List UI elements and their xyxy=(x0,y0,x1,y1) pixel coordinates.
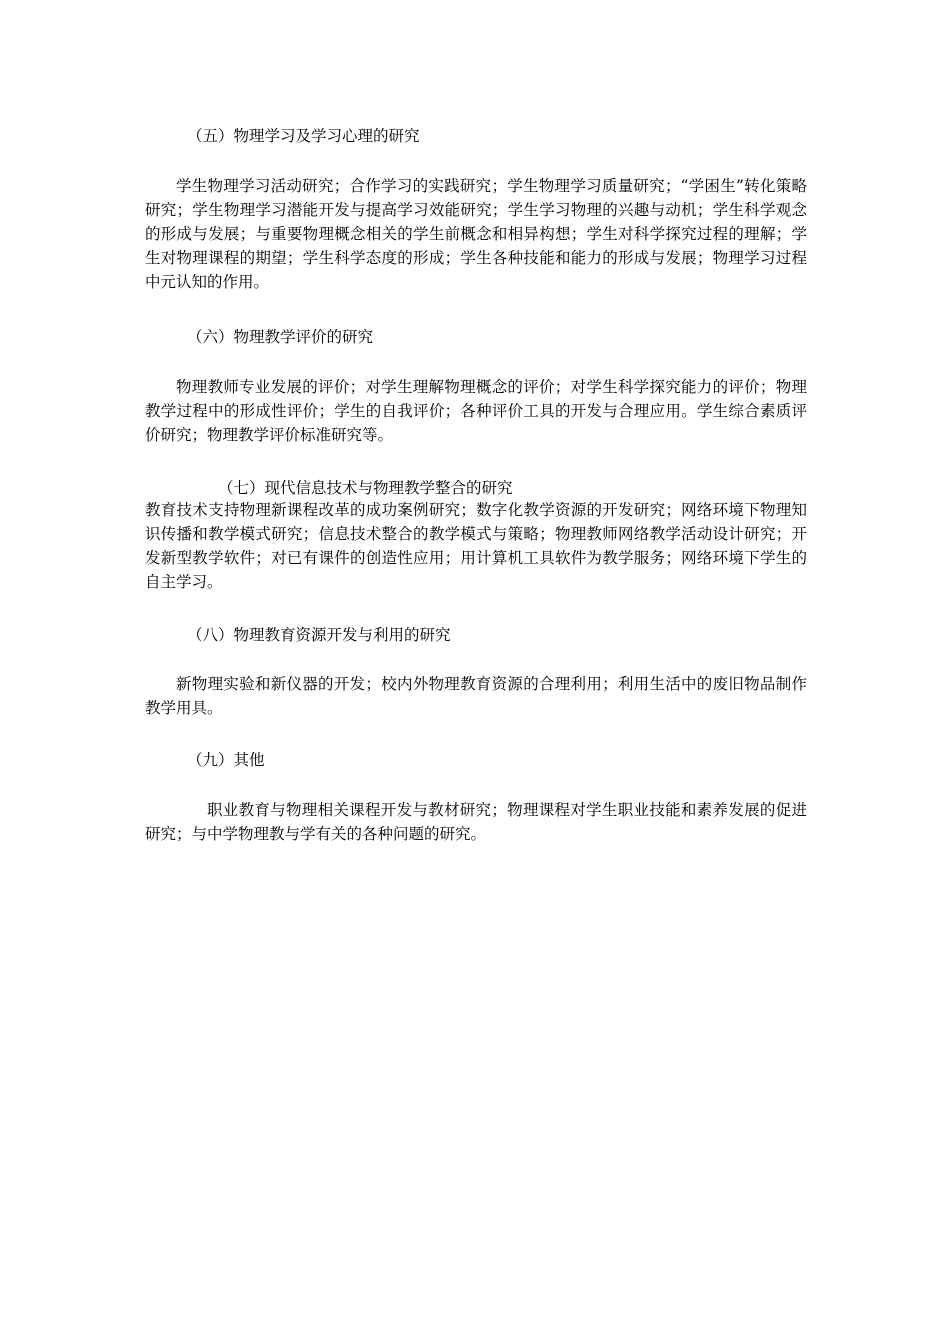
section-body-9: 职业教育与物理相关课程开发与教材研究；物理课程对学生职业技能和素养发展的促进研究；与中学物理教与学有关的各种问题的研究。 xyxy=(145,801,807,843)
section-heading-9: （九）其他 xyxy=(187,751,265,769)
section-heading-6: （六）物理教学评价的研究 xyxy=(187,328,374,346)
section-body-8: 新物理实验和新仪器的开发；校内外物理教育资源的合理利用；利用生活中的废旧物品制作教学用具。 xyxy=(145,675,807,717)
section-body-5: 学生物理学习活动研究；合作学习的实践研究；学生物理学习质量研究；“学困生”转化策略研究；学生物理学习潜能开发与提高学习效能研究；学生学习物理的兴趣与动机；学生科学观念的形成与发展；与重要物理概念相关的学生前概念和相异构想；学生对科学探究过程的理解；学生对物理课程的期望；学生科学态度的形成；学生各种技能和能力的形成与发展；物理学习过程中元认知的作用。 xyxy=(145,177,807,291)
section-heading-7: （七）现代信息技术与物理教学整合的研究 xyxy=(218,479,513,497)
section-heading-5: （五）物理学习及学习心理的研究 xyxy=(187,127,420,145)
section-body-6: 物理教师专业发展的评价；对学生理解物理概念的评价；对学生科学探究能力的评价；物理教学过程中的形成性评价；学生的自我评价；各种评价工具的开发与合理应用。学生综合素质评价研究；物理教学评价标准研究等。 xyxy=(145,378,807,444)
section-body-7: 教育技术支持物理新课程改革的成功案例研究；数字化教学资源的开发研究；网络环境下物理知识传播和教学模式研究；信息技术整合的教学模式与策略；物理教师网络教学活动设计研究；开发新型教学软件；对已有课件的创造性应用；用计算机工具软件为教学服务；网络环境下学生的自主学习。 xyxy=(145,501,807,591)
section-heading-8: （八）物理教育资源开发与利用的研究 xyxy=(187,626,451,644)
